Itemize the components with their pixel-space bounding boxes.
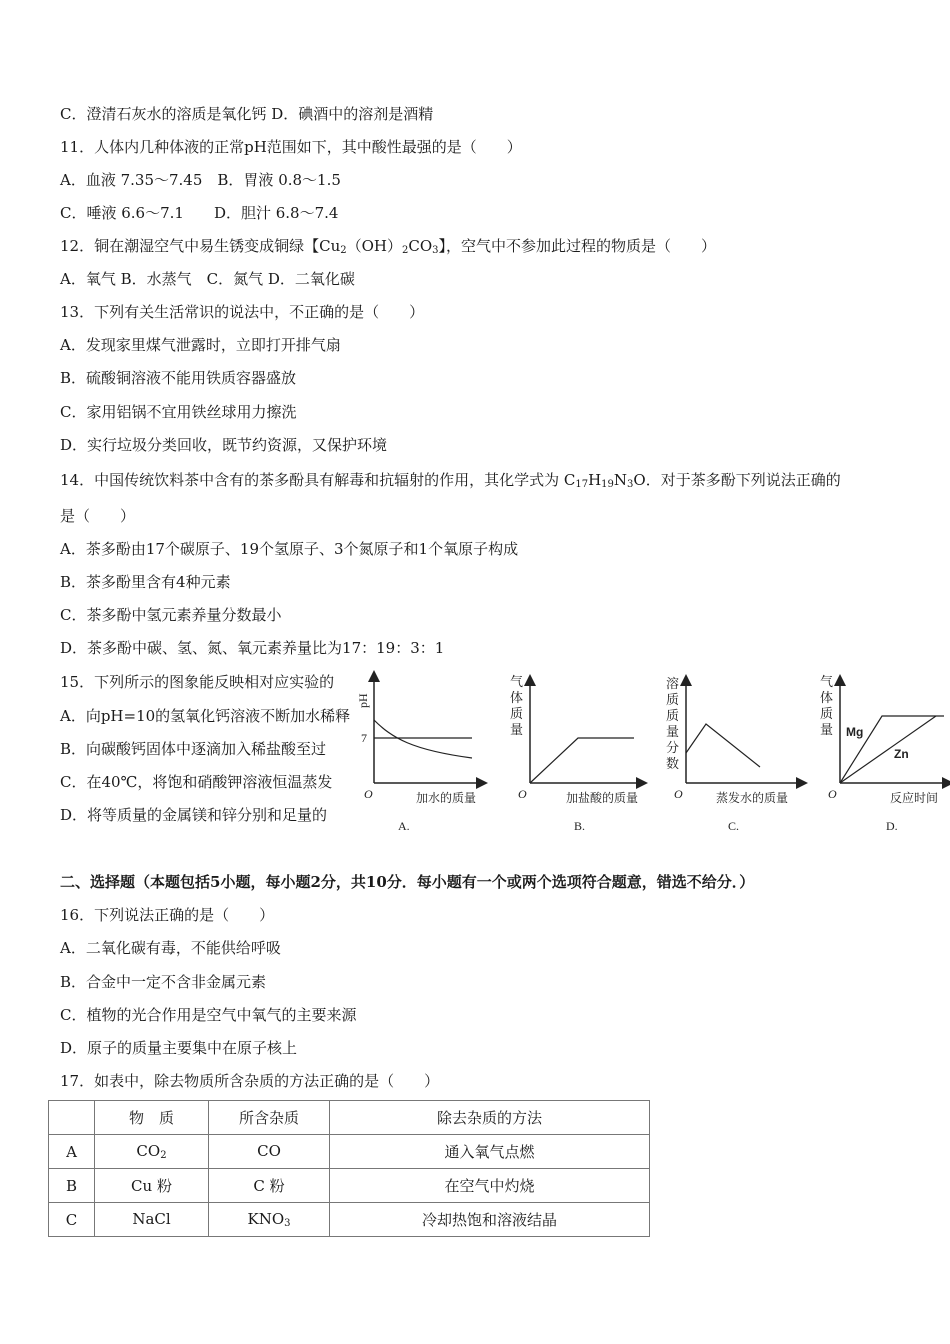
- table-cell: C 粉: [209, 1169, 330, 1203]
- text-line-q16a: A．二氧化碳有毒，不能供给呼吸: [60, 939, 281, 957]
- text-line-q13a: A．发现家里煤气泄露时，立即打开排气扇: [60, 336, 341, 354]
- table-cell: Cu 粉: [95, 1169, 209, 1203]
- text-line-q11: 11．人体内几种体液的正常pH范围如下，其中酸性最强的是（ ）: [60, 138, 522, 156]
- graph-d: [820, 674, 948, 833]
- graph-a: [356, 676, 482, 833]
- table-cell: 在空气中灼烧: [330, 1169, 650, 1203]
- graph-d-origin: O: [828, 787, 837, 801]
- table-header: 除去杂质的方法: [330, 1101, 650, 1135]
- table-cell: $CO_2$: [95, 1135, 209, 1169]
- svg-text:分: 分: [666, 740, 680, 755]
- text-line-q11ab: A．血液 7.35～7.45 B．胃液 0.8～1.5: [60, 171, 341, 189]
- text-line-q13d: D．实行垃圾分类回收，既节约资源，又保护环境: [60, 436, 388, 454]
- svg-text:质: 质: [510, 706, 524, 721]
- graph-d-y-label: [820, 674, 833, 737]
- svg-text:体: 体: [510, 690, 524, 705]
- table-cell: C: [49, 1203, 95, 1237]
- graph-c-origin: O: [674, 787, 683, 801]
- svg-text:体: 体: [820, 690, 834, 705]
- table-header: [49, 1101, 95, 1135]
- graph-a-origin: O: [364, 787, 373, 801]
- graph-d-x-label: 反应时间: [890, 791, 939, 805]
- table-header: 所含杂质: [209, 1101, 330, 1135]
- text-line-q16d: D．原子的质量主要集中在原子核上: [60, 1039, 298, 1057]
- svg-text:数: 数: [666, 756, 680, 771]
- graph-a-tick-7: 7: [361, 731, 367, 745]
- table-cell: 通入氧气点燃: [330, 1135, 650, 1169]
- text-line-q15d: D．将等质量的金属镁和锌分别和足量的: [60, 806, 328, 824]
- text-line-q14oa: A．茶多酚由17个碳原子、19个氢原子、3个氮原子和1个氧原子构成: [60, 540, 519, 558]
- graph-c-x-label: 蒸发水的质量: [716, 791, 789, 805]
- svg-text:量: 量: [666, 724, 680, 739]
- text-line-q17: 17．如表中，除去物质所含杂质的方法正确的是（ ）: [60, 1072, 440, 1090]
- question-15-graphs: [352, 668, 950, 838]
- svg-text:溶: 溶: [666, 676, 680, 691]
- table-cell: CO: [209, 1135, 330, 1169]
- graph-a-caption: A.: [398, 819, 410, 833]
- svg-text:质: 质: [666, 708, 680, 723]
- table-cell: $KNO_3$: [209, 1203, 330, 1237]
- text-line-q14oc: C．茶多酚中氢元素养量分数最小: [60, 606, 282, 624]
- text-line-q16c: C．植物的光合作用是空气中氧气的主要来源: [60, 1006, 357, 1024]
- table-row: [49, 1203, 650, 1237]
- table-header: 物 质: [95, 1101, 209, 1135]
- svg-text:气: 气: [510, 674, 524, 689]
- table-cell: 冷却热饱和溶液结晶: [330, 1203, 650, 1237]
- text-line-c10: C．澄清石灰水的溶质是氧化钙 D．碘酒中的溶剂是酒精: [60, 105, 434, 123]
- graph-b-origin: O: [518, 787, 527, 801]
- graph-b: [510, 674, 642, 833]
- graph-a-x-label: 加水的质量: [416, 791, 477, 805]
- table-cell: NaCl: [95, 1203, 209, 1237]
- graph-c: [666, 676, 802, 833]
- svg-text:气: 气: [820, 674, 834, 689]
- question-14: 14．中国传统饮料茶中含有的茶多酚具有解毒和抗辐射的作用，其化学式为 $C_{17}H_{19}N_3O$．对于茶多酚下列说法正确的: [60, 471, 841, 490]
- svg-text:质: 质: [820, 706, 834, 721]
- table-cell: A: [49, 1135, 95, 1169]
- graph-b-caption: B.: [574, 819, 586, 833]
- text-line-sec2: 二、选择题（本题包括5小题，每小题2分，共10分．每小题有一个或两个选项符合题意，错选不给分．）: [60, 873, 755, 891]
- text-line-q15c: C．在40℃，将饱和硝酸钾溶液恒温蒸发: [60, 773, 333, 791]
- svg-text:量: 量: [820, 722, 834, 737]
- text-line-q15: 15．下列所示的图象能反映相对应实验的: [60, 673, 335, 691]
- text-line-q13b: B．硫酸铜溶液不能用铁质容器盛放: [60, 369, 297, 387]
- text-line-q11cd: C．唾液 6.6～7.1 D．胆汁 6.8～7.4: [60, 204, 339, 222]
- table-row: [49, 1135, 650, 1169]
- graph-b-y-label: [510, 674, 523, 737]
- question-12-options: A．氧气 B．水蒸气 C．氮气 D．二氧化碳: [60, 270, 355, 288]
- graph-a-y-label: pH: [356, 693, 370, 708]
- text-line-q14ob: B．茶多酚里含有4种元素: [60, 573, 231, 591]
- table-row: [49, 1169, 650, 1203]
- text-line-q15b: B．向碳酸钙固体中逐滴加入稀盐酸至过: [60, 740, 327, 758]
- text-line-q13c: C．家用铝锅不宜用铁丝球用力擦洗: [60, 403, 297, 421]
- text-line-q15a: A．向pH=10的氢氧化钙溶液不断加水稀释: [60, 707, 351, 725]
- question-17-table: [48, 1100, 650, 1237]
- question-12: 12．铜在潮湿空气中易生锈变成铜绿【$Cu_2(OH)_2CO_3$】，空气中不参加此过程的物质是（ ）: [60, 237, 717, 256]
- text-line-q14b: 是（ ）: [60, 507, 136, 525]
- svg-text:质: 质: [666, 692, 680, 707]
- graph-d-series-mg: Mg: [846, 725, 864, 739]
- text-line-q16: 16．下列说法正确的是（ ）: [60, 906, 275, 924]
- graph-d-series-zn: Zn: [894, 747, 909, 761]
- table-header-row: [49, 1101, 650, 1135]
- text-line-q14od: D．茶多酚中碳、氢、氮、氧元素养量比为17：19：3：1: [60, 639, 445, 657]
- text-line-q16b: B．合金中一定不含非金属元素: [60, 973, 267, 991]
- svg-text:量: 量: [510, 722, 524, 737]
- graph-b-x-label: 加盐酸的质量: [566, 791, 639, 805]
- graph-d-caption: D.: [886, 819, 898, 833]
- table-cell: B: [49, 1169, 95, 1203]
- graph-c-y-label: [666, 676, 679, 771]
- graph-c-caption: C.: [728, 819, 740, 833]
- text-line-q13: 13．下列有关生活常识的说法中，不正确的是（ ）: [60, 303, 425, 321]
